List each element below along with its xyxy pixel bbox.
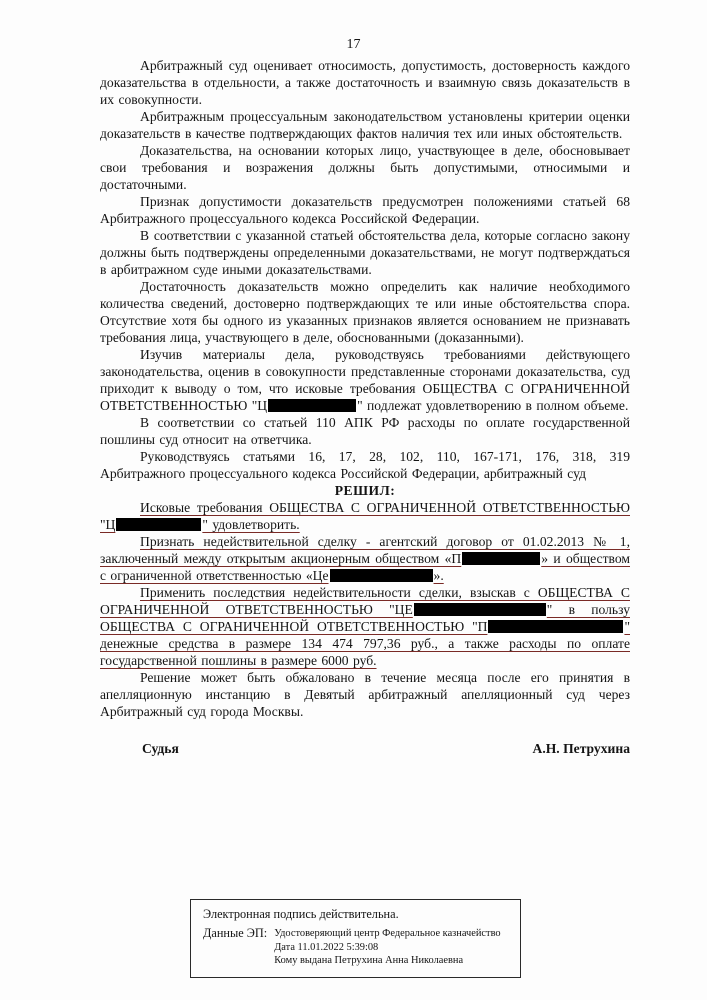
document-body [100, 57, 630, 757]
operative-claims-satisfied [100, 499, 630, 533]
paragraph-guided-by: Руководствуясь статьями 16, 17, 28, 102, 110, 167-171, 176, 318, 319 Арбитражного процессуального кодекса Российской Федерации, арбитражный суд [100, 449, 630, 481]
judge-label: Судья [142, 741, 179, 756]
redaction-bar [268, 399, 356, 412]
redaction-bar [330, 569, 433, 582]
redaction-bar [462, 552, 540, 565]
esign-details [274, 927, 500, 968]
redaction-bar [488, 620, 623, 633]
esign-valid-line: Электронная подпись действительна. [203, 907, 399, 921]
page-number: 17 [346, 37, 361, 52]
underlined-operative-text: Исковые требования ОБЩЕСТВА С ОГРАНИЧЕННОЙ ОТВЕТСТВЕННОСТЬЮ "Ц " удовлетворить. [100, 500, 630, 532]
redaction-bar [116, 518, 201, 531]
esign-data-row [203, 927, 512, 968]
paragraph-admissibility: Доказательства, на основании которых лицо, участвующее в деле, обосновывает свои требования и возражения должны быть допустимыми, относимыми и достаточными. [100, 143, 630, 192]
paragraph-criteria: Арбитражным процессуальным законодательством установлены критерии оценки доказательств в качестве подтверждающих фактов наличия тех или иных обстоятельств. [100, 109, 630, 141]
judge-name: А.Н. Петрухина [532, 741, 630, 756]
underlined-operative-text: Применить последствия недействительности сделки, взыскав с ОБЩЕСТВА С ОГРАНИЧЕННОЙ ОТВЕТСТВЕННОСТЬЮ "ЦЕ " в пользу ОБЩЕСТВА С ОГРАНИЧЕННОЙ ОТВЕТСТВЕННОСТЬЮ "П " денежные средства в размере 134 474 797,36 руб., а также расходы по оплате государственной пошлины в размере 6000 руб. [100, 585, 630, 668]
esign-detail-date: Дата 11.01.2022 5:39:08 [274, 941, 379, 953]
paragraph-article-68: Признак допустимости доказательств предусмотрен положениями статьей 68 Арбитражного процессуального кодекса Российской Федерации. [100, 194, 630, 226]
paragraph-appeal: Решение может быть обжаловано в течение месяца после его принятия в апелляционную инстанцию в Девятый арбитражный апелляционный суд через Арбитражный суд города Москвы. [100, 670, 630, 719]
electronic-signature-box [190, 899, 521, 978]
paragraph-specified-article: В соответствии с указанной статьей обстоятельства дела, которые согласно закону должны быть подтверждены определенными доказательствами, не могут подтверждаться в арбитражном суде иными доказательствами. [100, 228, 630, 277]
paragraph-evidence-evaluation: Арбитражный суд оценивает относимость, допустимость, достоверность каждого доказательства в отдельности, а также достаточность и взаимную связь доказательств в их совокупности. [100, 58, 630, 107]
paragraph-sufficiency: Достаточность доказательств можно определить как наличие необходимого количества сведений, достоверно подтверждающих те или иные обстоятельства спора. Отсутствие хотя бы одного из указанных признаков является основанием не признавать требования лица, участвующего в деле, обоснованными (доказанными). [100, 279, 630, 345]
underlined-operative-text: Признать недействительной сделку - агентский договор от 01.02.2013 № 1, заключенный между открытым акционерным обществом «П » и обществом с ограниченной ответственностью «Це ». [100, 534, 630, 583]
resolution-heading: РЕШИЛ: [334, 483, 396, 498]
redaction-bar [414, 603, 546, 616]
paragraph-conclusion: Изучив материалы дела, руководствуясь требованиями действующего законодательства, оценив в совокупности представленные сторонами доказательства, суд приходит к выводу о том, что исковые требования ОБЩЕСТВА С ОГРАНИЧЕННОЙ ОТВЕТСТВЕННОСТЬЮ "Ц " подлежат удовлетворению в полном объеме. [100, 347, 630, 413]
document-paragraphs [100, 57, 630, 720]
esign-detail-issued-to: Кому выдана Петрухина Анна Николаевна [274, 955, 464, 966]
judge-signature-row [100, 741, 630, 757]
esign-label: Данные ЭП: [203, 926, 268, 940]
operative-consequences [100, 584, 630, 669]
esign-detail-authority: Удостоверяющий центр Федеральное казначейство [274, 928, 501, 939]
paragraph-article-110: В соответствии со статьей 110 АПК РФ расходы по оплате государственной пошлины суд относит на ответчика. [100, 415, 630, 447]
operative-invalidate-deal [100, 533, 630, 584]
